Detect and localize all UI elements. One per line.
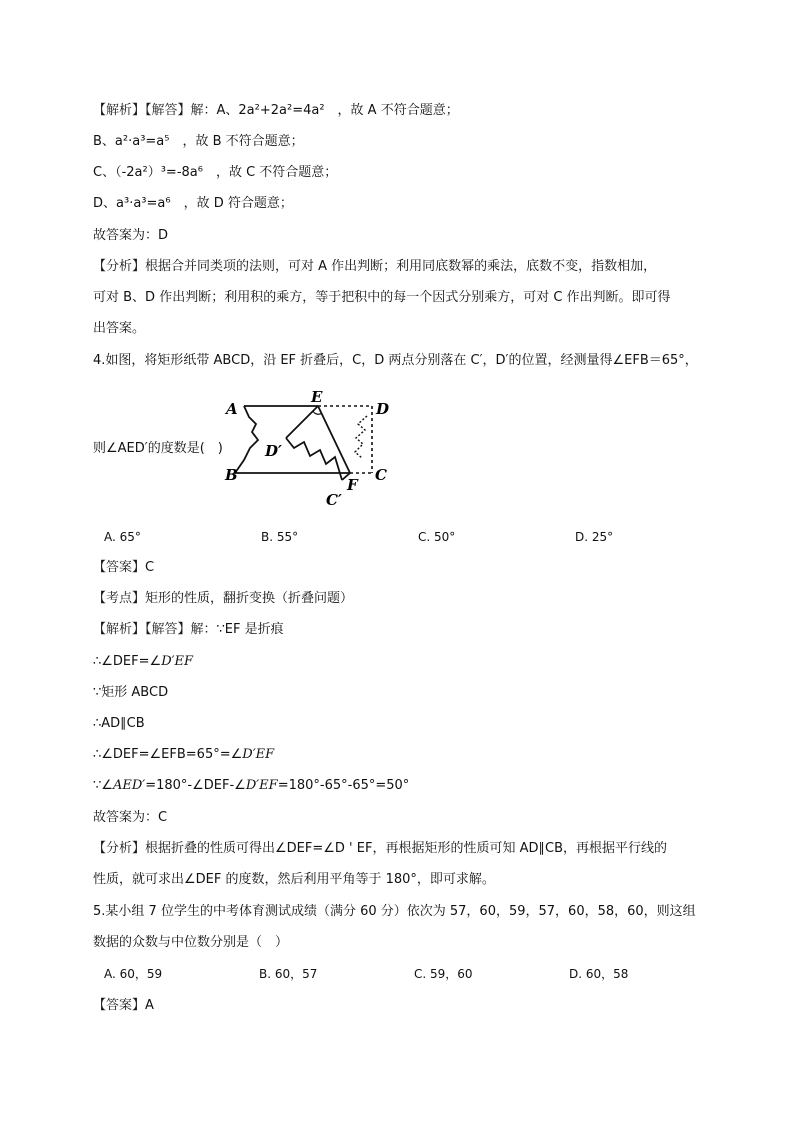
q4-step-4-math: D′EF: [242, 747, 275, 762]
q4-step-5-a: ∵∠: [93, 778, 113, 793]
q4-step-3: ∴AD∥CB: [93, 716, 145, 731]
q4-option-d: D. 25°: [575, 530, 614, 544]
q3-solution-line-d: D、a³·a³=a⁶ ，故 D 符合题意；: [93, 196, 293, 211]
q3-solution-line-a: [93, 103, 459, 119]
q5-answer: [93, 998, 154, 1014]
q4-answer-value: C: [145, 560, 155, 575]
q4-kaodian: [93, 591, 353, 607]
q4-step-5-b: AED′: [112, 778, 146, 793]
q3-line-a-text: 解：A、2a²+2a²=4a² ，故 A 不符合题意；: [190, 103, 459, 118]
q5-option-b: B. 60，57: [259, 967, 318, 981]
label-c-prime: C′: [326, 491, 342, 509]
q4-jiexi: [93, 622, 284, 638]
q3-answer: 故答案为：D: [93, 228, 169, 243]
edge-dc-torn-dashed: [355, 416, 367, 458]
q4-answer-tag: 【答案】: [93, 560, 146, 575]
q4-jiexi-tag: 【解析】【解答】: [93, 622, 191, 637]
q4-step-4-text: ∴∠DEF=∠EFB=65°=∠: [93, 747, 243, 762]
fold-line-ef: [318, 406, 350, 473]
q4-step-5-d: D′EF: [245, 778, 278, 793]
q4-step-2: ∵矩形 ABCD: [93, 685, 169, 700]
q4-step-1: [93, 654, 193, 670]
q4-analysis-tag: 【分析】: [93, 841, 146, 856]
q4-step-5: [93, 778, 409, 794]
q4-kaodian-text: 矩形的性质，翻折变换（折叠问题）: [145, 591, 354, 606]
q4-final-answer: 故答案为：C: [93, 810, 168, 825]
q4-stem-2: 则∠AED′的度数是( ): [93, 441, 223, 456]
q4-step-4: [93, 747, 274, 763]
q4-option-a: A. 65°: [104, 530, 141, 544]
q5-option-d: D. 60，58: [569, 967, 629, 981]
q5-stem-1: 5.某小组 7 位学生的中考体育测试成绩（满分 60 分）依次为 57，60，59，57，60，58，60，则这组: [93, 904, 696, 919]
q5-option-c: C. 59，60: [414, 967, 473, 981]
edge-ab-torn: [235, 406, 258, 473]
q4-answer: [93, 560, 154, 576]
q4-analysis-2: 性质，就可求出∠DEF 的度数，然后利用平角等于 180°，即可求解。: [93, 872, 495, 887]
q5-stem-2: 数据的众数与中位数分别是（ ）: [93, 935, 289, 950]
q4-analysis-1-text: 根据折叠的性质可得出∠DEF=∠D ' EF，再根据矩形的性质可知 AD∥CB，再根据平行线的: [145, 841, 667, 856]
q4-step-5-e: =180°-65°-65°=50°: [277, 778, 410, 793]
q5-answer-value: A: [145, 998, 154, 1013]
label-f: F: [347, 476, 358, 494]
label-c: C: [375, 466, 387, 484]
q4-step-5-c: =180°-∠DEF-∠: [145, 778, 246, 793]
q3-solution-line-c: C、（-2a²）³=-8a⁶ ，故 C 不符合题意；: [93, 165, 338, 180]
q4-kaodian-tag: 【考点】: [93, 591, 146, 606]
q5-option-a: A. 60，59: [104, 967, 163, 981]
q3-solution-line-b: B、a²·a³=a⁵ ，故 B 不符合题意；: [93, 134, 304, 149]
q4-option-c: C. 50°: [418, 530, 456, 544]
q4-option-b: B. 55°: [261, 530, 299, 544]
q4-step-1-math: D′EF: [161, 654, 194, 669]
label-d-prime: D′: [265, 442, 282, 460]
q4-jiexi-text: 解：∵EF 是折痕: [190, 622, 284, 637]
label-d: D: [376, 400, 390, 418]
q3-analysis-1-text: 根据合并同类项的法则，可对 A 作出判断；利用同底数幂的乘法，底数不变，指数相加，: [145, 259, 657, 274]
q4-step-1-text: ∴∠DEF=∠: [93, 654, 162, 669]
label-e: E: [311, 388, 323, 406]
q3-analysis-3: 出答案。: [93, 321, 146, 336]
q3-analysis-2: 可对 B、D 作出判断；利用积的乘方，等于把积中的每一个因式分别乘方，可对 C 作出判断。即可得: [93, 290, 671, 305]
q3-jiexi-tag: 【解析】【解答】: [93, 103, 191, 118]
label-b: B: [225, 466, 238, 484]
q3-analysis-1: [93, 259, 656, 275]
q4-stem-1: 4.如图，将矩形纸带 ABCD，沿 EF 折叠后，C，D 两点分别落在 C′，D′的位置，经测量得∠EFB＝65°，: [93, 353, 698, 368]
edge-ed-prime: [286, 406, 318, 438]
label-a: A: [226, 400, 238, 418]
q5-answer-tag: 【答案】: [93, 998, 146, 1013]
q4-analysis-1: [93, 841, 667, 857]
q4-folding-figure: [222, 384, 398, 510]
q3-analysis-tag: 【分析】: [93, 259, 146, 274]
